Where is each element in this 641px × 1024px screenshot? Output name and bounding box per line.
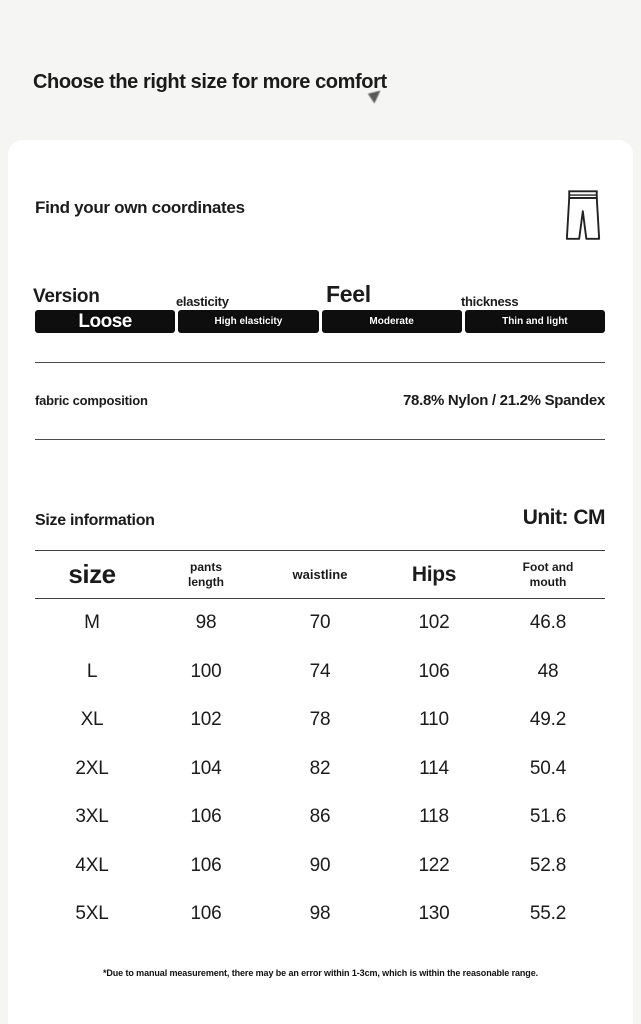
cell-size: XL [80,709,104,731]
cell-pants-length: 106 [190,903,222,925]
cell-hips: 102 [418,612,450,634]
column-header-hips: Hips [411,562,457,586]
pants-icon [564,188,602,244]
table-row [35,599,605,648]
attribute-value-version: Loose [35,310,175,333]
cell-pants-length: 100 [190,660,222,682]
cell-hips: 106 [418,660,450,682]
unit-label: Unit: CM [522,506,605,529]
size-table-header [35,550,605,599]
cell-size: L [86,660,98,682]
cell-size: 3XL [75,806,109,828]
size-table-body [35,599,605,939]
column-header-pants-length [149,560,263,590]
cell-hips: 130 [418,903,450,925]
cell-foot-and-mouth: 51.6 [529,806,567,828]
cell-pants-length: 106 [190,854,222,876]
column-header-foot-and-mouth [491,560,605,590]
divider [35,439,605,440]
column-header-waistline: waistline [292,567,348,582]
fabric-composition-row [35,380,605,420]
cell-foot-and-mouth: 50.4 [529,757,567,779]
cell-foot-and-mouth: 49.2 [529,709,567,731]
cursor-icon [368,91,383,105]
cell-foot-and-mouth: 48 [537,660,559,682]
cell-foot-and-mouth: 52.8 [529,854,567,876]
cell-size: M [84,612,100,634]
cell-foot-and-mouth: 55.2 [529,903,567,925]
column-header-foot-and-mouth-label: Foot and mouth [522,559,574,589]
cell-waistline: 70 [309,612,331,634]
attribute-label-thickness: thickness [461,294,519,309]
size-guide-card [8,140,633,1024]
cell-waistline: 86 [309,806,331,828]
attribute-value-thickness: Thin and light [465,310,605,333]
table-row [35,793,605,842]
cell-pants-length: 104 [190,757,222,779]
cell-pants-length: 98 [195,612,217,634]
cell-hips: 122 [418,854,450,876]
attribute-label-elasticity: elasticity [176,294,229,309]
size-information-row [35,506,605,530]
cell-size: 5XL [75,903,109,925]
column-header-pants-length-label: pants length [188,559,224,589]
column-header-size: size [68,559,116,589]
fabric-composition-label: fabric composition [35,392,148,408]
table-row [35,745,605,794]
cell-waistline: 82 [309,757,331,779]
fabric-composition-value: 78.8% Nylon / 21.2% Spandex [403,391,605,409]
table-row [35,696,605,745]
cell-waistline: 90 [309,854,331,876]
attribute-value-feel: Moderate [322,310,462,333]
table-row [35,890,605,939]
cell-waistline: 78 [309,709,331,731]
table-row [35,842,605,891]
cell-hips: 110 [419,709,449,731]
cell-pants-length: 106 [190,806,222,828]
cell-waistline: 74 [309,660,331,682]
cell-hips: 114 [419,757,449,779]
cell-waistline: 98 [309,903,331,925]
attribute-bars [35,310,605,333]
cell-size: 4XL [75,854,109,876]
attribute-value-elasticity: High elasticity [178,310,318,333]
page-title: Choose the right size for more comfort [33,71,387,93]
divider [35,362,605,363]
cell-size: 2XL [75,757,109,779]
measurement-disclaimer: *Due to manual measurement, there may be an error within 1-3cm, which is within the reasonable range. [102,968,539,978]
cell-pants-length: 102 [190,709,222,731]
attribute-label-feel: Feel [326,281,371,307]
cell-hips: 118 [419,806,449,828]
attribute-label-version: Version [33,286,100,307]
cell-foot-and-mouth: 46.8 [529,612,567,634]
coordinates-heading: Find your own coordinates [35,198,245,217]
size-information-heading: Size information [35,512,155,529]
table-row [35,648,605,697]
